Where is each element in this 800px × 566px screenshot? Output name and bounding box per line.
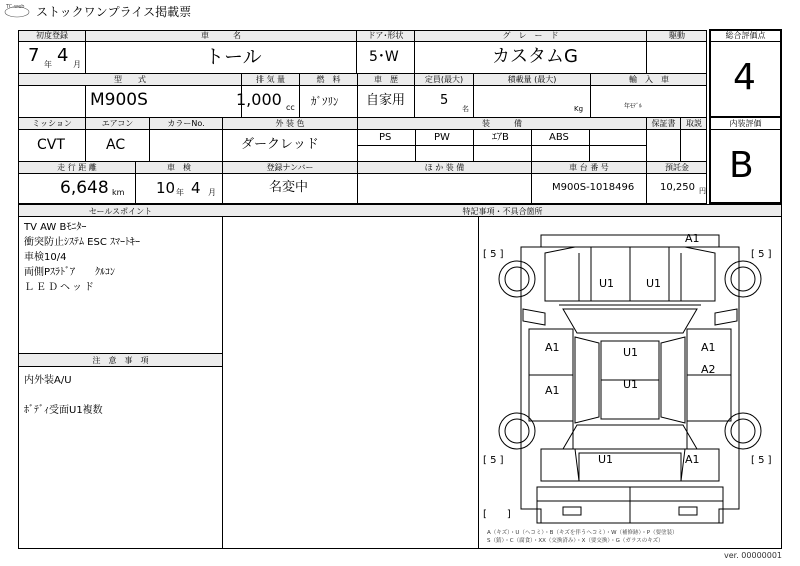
logo-text: TC-web <box>6 4 25 10</box>
bracket-rear-right: [ 5 ] <box>751 455 772 466</box>
displacement-unit: cc <box>286 103 295 112</box>
reg-number-value: 名変中 <box>269 180 309 195</box>
header-notes: 特記事項・不具合箇所 <box>462 207 543 216</box>
inspection-month-unit: 月 <box>208 188 216 197</box>
equipment-4: ABS <box>549 132 569 143</box>
header-history: 車 歴 <box>374 75 398 84</box>
import-unit: 年ﾓﾃﾞﾙ <box>624 103 643 110</box>
caution-3: ﾎﾞﾃﾞｨ受面U1複数 <box>24 405 103 416</box>
displacement-value: 1,000 <box>236 90 282 109</box>
bracket-front-right: [ 5 ] <box>751 249 772 260</box>
header-equipment: 装 備 <box>482 119 522 128</box>
header-first-reg: 初度登録 <box>36 31 68 40</box>
inspection-year-unit: 年 <box>176 188 184 197</box>
mark-left-front-door: A1 <box>545 341 560 354</box>
equipment-3: ｴｱB <box>492 132 509 143</box>
sales-point-3: 車検10/4 <box>24 252 67 263</box>
mark-right-front-door: A1 <box>701 341 716 354</box>
mark-roof-front: U1 <box>623 346 639 359</box>
mark-rear-left: U1 <box>598 453 614 466</box>
exterior-color-value: ダークレッド <box>241 137 319 152</box>
header-displacement: 排 気 量 <box>255 75 286 84</box>
car-name-value: トール <box>205 46 262 68</box>
header-chassis: 車 台 番 号 <box>569 163 609 172</box>
header-mission: ミッション <box>32 119 72 128</box>
header-grade: グ レ ー ド <box>502 31 559 40</box>
header-door-shape: ドア･形状 <box>367 31 404 40</box>
model-value: M900S <box>90 90 148 110</box>
reg-year: 7 <box>28 45 40 66</box>
header-color-no: カラーNo. <box>167 119 205 128</box>
bracket-rear-left: [ 5 ] <box>483 455 504 466</box>
mark-right-rear-door: A2 <box>701 363 716 376</box>
header-interior: 内装評価 <box>729 119 762 128</box>
version-label: ver. 00000001 <box>724 551 783 560</box>
header-exterior: 外 装 色 <box>275 119 305 128</box>
legend-line-2: S（錆）・C（腐食）・XX（交換済み）・X（要交換）・G（ガラスのキズ） <box>487 538 664 544</box>
overall-score: 4 <box>733 57 756 98</box>
equipment-2: PW <box>434 132 450 143</box>
header-reg-number: 登録ナンバー <box>266 163 314 172</box>
header-aircon: エアコン <box>101 119 134 128</box>
header-car-name: 車 名 <box>201 31 241 40</box>
reg-month-unit: 月 <box>73 60 81 69</box>
company-logo <box>4 3 30 17</box>
fuel-value: ｶﾞｿﾘﾝ <box>311 95 339 108</box>
price-unit: 円 <box>699 187 706 195</box>
header-caution: 注 意 事 項 <box>92 356 149 365</box>
bracket-spare: [ ] <box>483 509 511 520</box>
header-other-equipment: ほ か 装 備 <box>424 163 465 172</box>
header-capacity: 定員(最大) <box>424 75 464 84</box>
mark-front-bumper: A1 <box>685 232 700 245</box>
mileage-value: 6,648 <box>60 178 109 198</box>
sales-point-4: 両側Pｽﾗﾄﾞｱ ｸﾙｺﾝ <box>24 267 116 278</box>
mark-left-rear-door: A1 <box>545 384 560 397</box>
caution-1: 内外装A/U <box>24 375 72 386</box>
history-value: 自家用 <box>366 93 406 108</box>
sales-point-5: ＬＥＤヘッド <box>24 282 96 293</box>
header-manual: 取説 <box>686 119 702 128</box>
reg-month: 4 <box>57 45 69 66</box>
inspection-year: 10 <box>156 179 176 197</box>
chassis-no-value: M900S-1018496 <box>552 182 635 193</box>
header-mileage: 走 行 距 離 <box>57 163 97 172</box>
interior-score: B <box>729 145 754 186</box>
page-title: ストックワンプライス掲載票 <box>36 5 192 19</box>
legend-line-1: A（キズ）・U（ヘコミ）・B（キズを伴うヘコミ）・W（補修跡）・P（要塗装） <box>487 530 678 536</box>
inspection-month: 4 <box>191 179 201 197</box>
header-fuel: 燃 料 <box>316 75 341 84</box>
header-overall: 総合評価点 <box>725 31 766 40</box>
header-load: 積載量 (最大) <box>507 75 557 84</box>
capacity-value: 5 <box>440 93 449 108</box>
mileage-unit: km <box>112 188 125 197</box>
header-import: 輸 入 車 <box>629 75 669 84</box>
mark-hood-right: U1 <box>646 277 662 290</box>
price-value: 10,250 <box>660 182 695 193</box>
header-inspection: 車 検 <box>167 163 191 172</box>
mission-value: CVT <box>37 137 65 153</box>
aircon-value: AC <box>106 137 126 153</box>
door-value: 5･W <box>369 49 399 65</box>
mark-roof-rear: U1 <box>623 378 639 391</box>
header-drive: 駆動 <box>669 31 685 40</box>
grade-value: カスタムG <box>492 46 578 67</box>
mark-hood-left: U1 <box>599 277 615 290</box>
sales-point-2: 衝突防止ｼｽﾃﾑ ESC ｽﾏｰﾄｷｰ <box>24 237 141 248</box>
header-price: 預託金 <box>665 163 689 172</box>
car-damage-diagram <box>479 217 781 548</box>
bracket-front-left: [ 5 ] <box>483 249 504 260</box>
header-sales-points: セールスポイント <box>88 207 153 216</box>
load-unit: Kg <box>574 105 584 113</box>
equipment-1: PS <box>379 132 392 143</box>
header-model: 型 式 <box>114 75 146 84</box>
sales-point-1: TV AW Bﾓﾆﾀｰ <box>24 222 87 233</box>
reg-year-unit: 年 <box>44 60 52 69</box>
capacity-unit: 名 <box>462 105 469 113</box>
header-warranty: 保証書 <box>651 119 676 128</box>
mark-rear-right: A1 <box>685 453 700 466</box>
